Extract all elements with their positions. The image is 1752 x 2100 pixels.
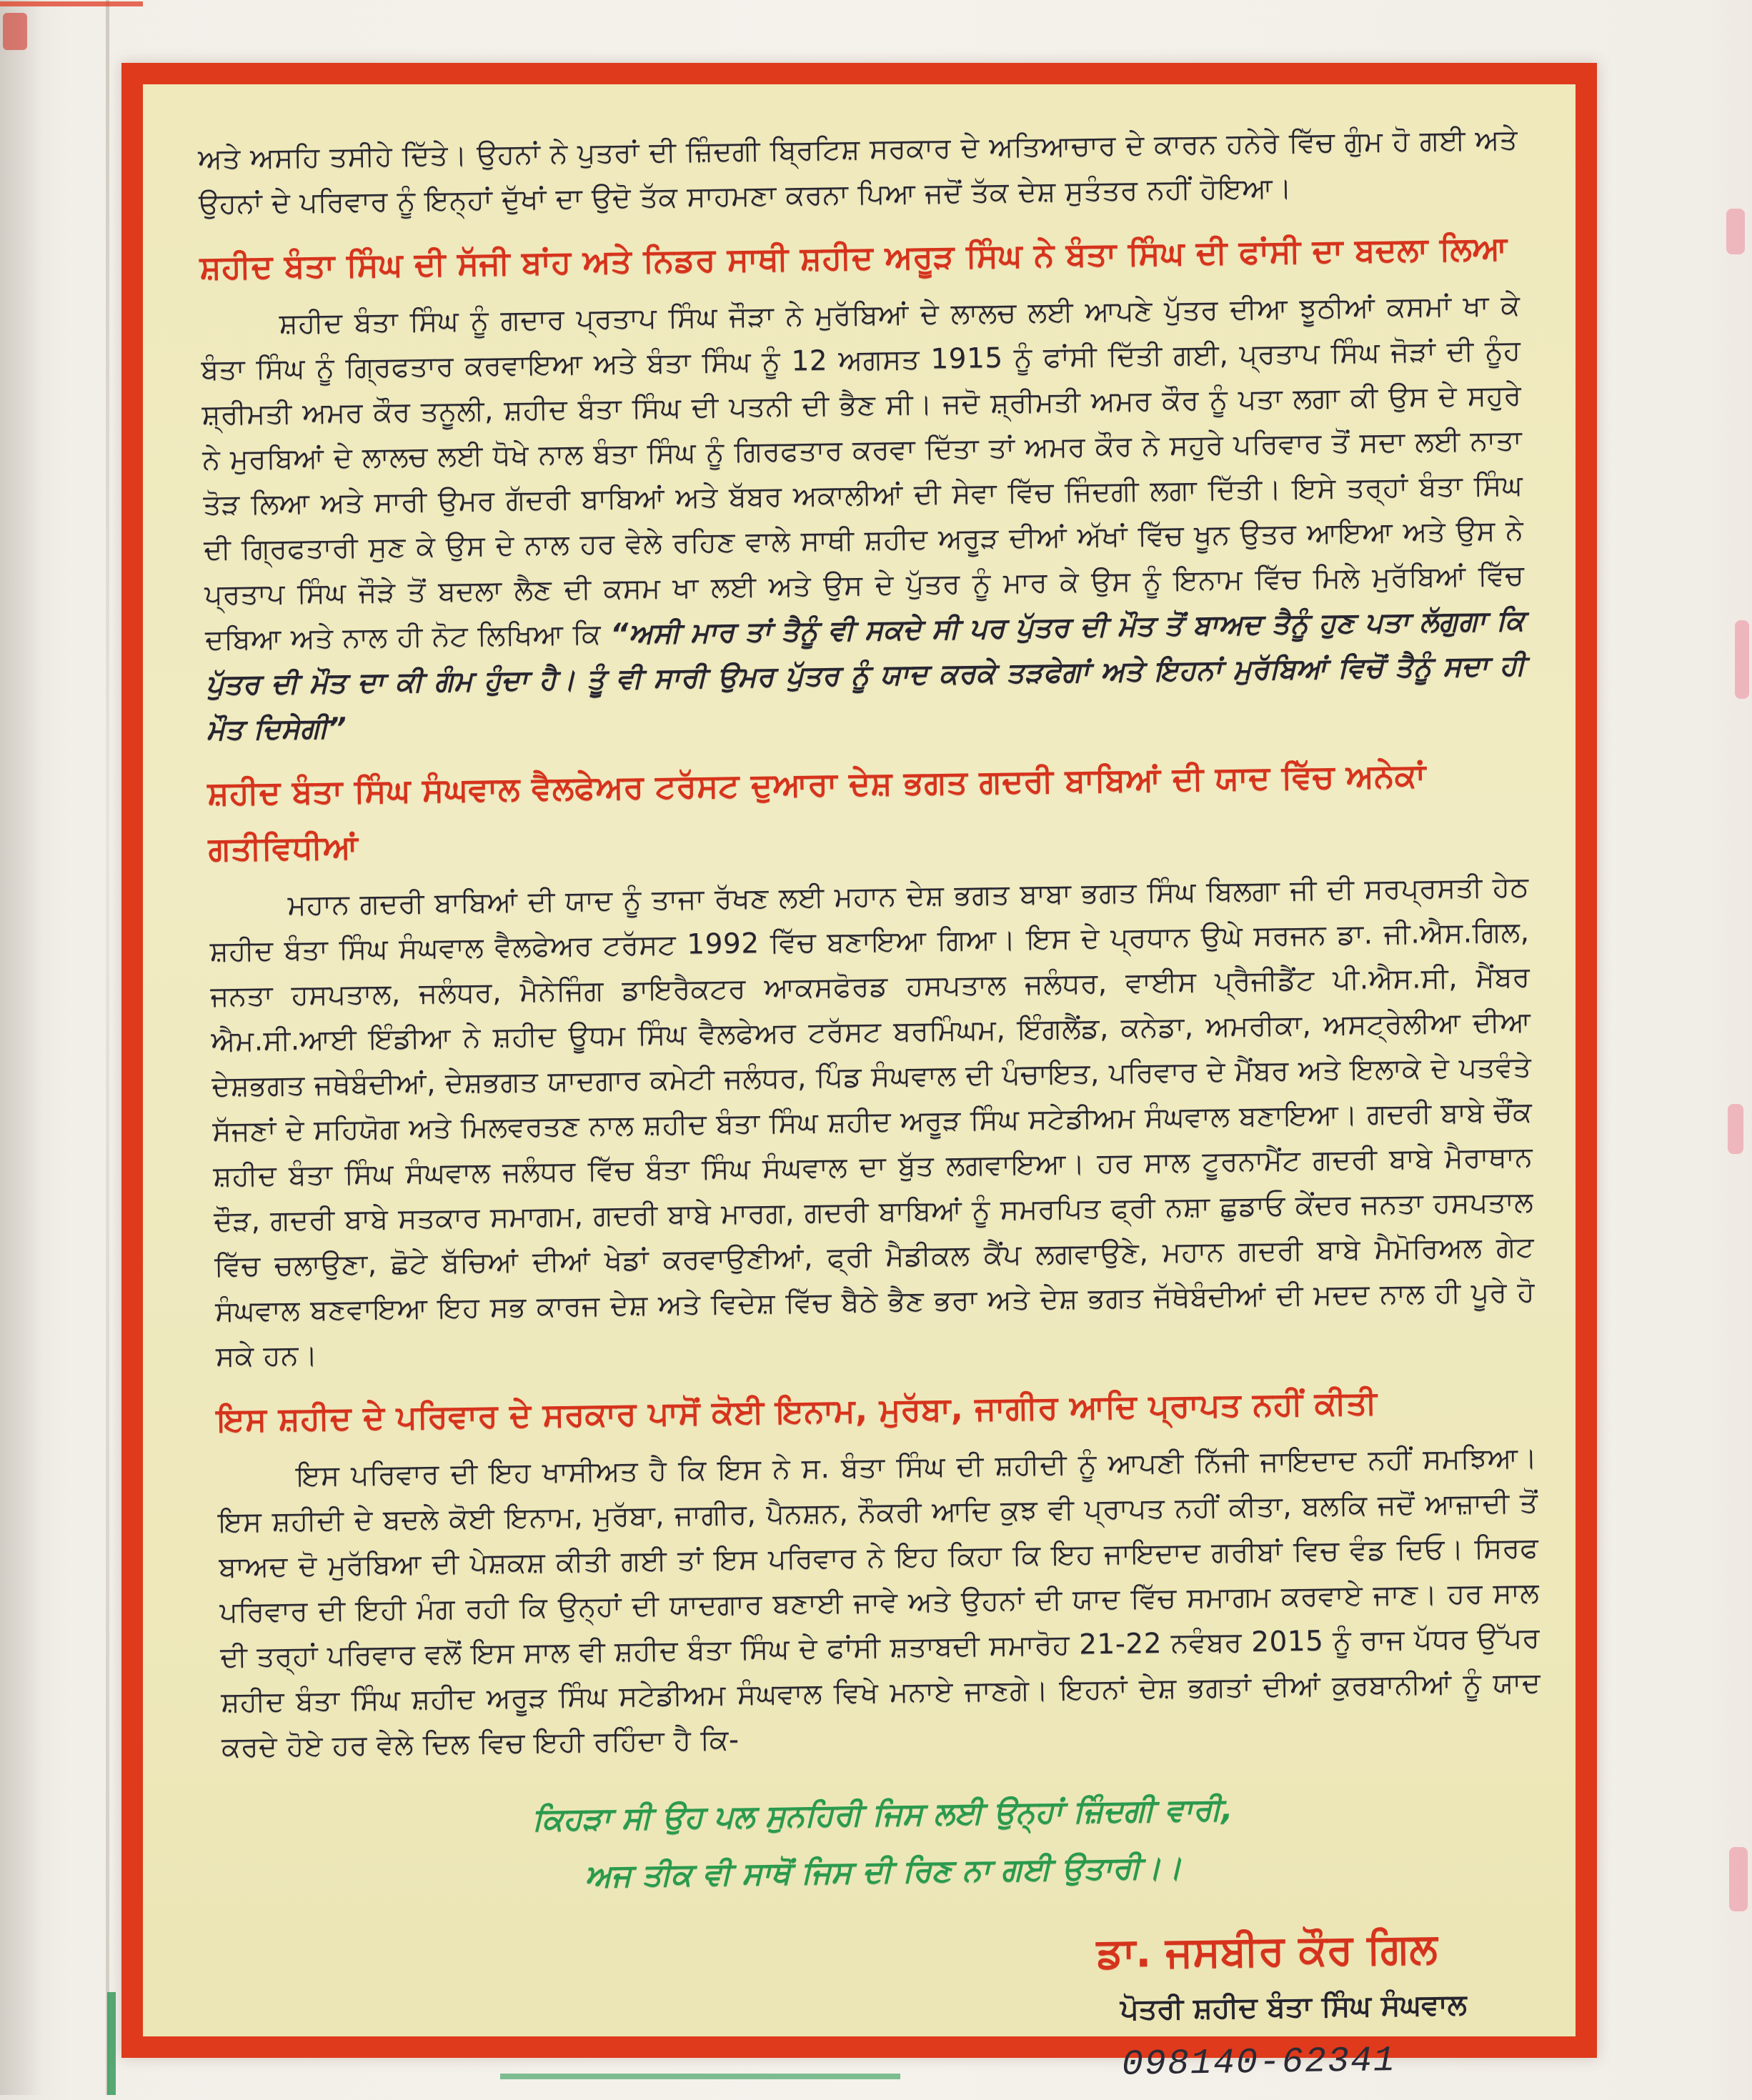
red-border-frame (121, 63, 1597, 2086)
pamphlet-content (131, 74, 1593, 2086)
intro-paragraph: ਅਤੇ ਅਸਹਿ ਤਸੀਹੇ ਦਿੱਤੇ। ਉਹਨਾਂ ਨੇ ਪੁਤਰਾਂ ਦੀ ਜ਼ਿੰਦਗੀ ਬ੍ਰਿਟਿਸ਼ ਸਰਕਾਰ ਦੇ ਅਤਿਆਚਾਰ ਦੇ ਕਾਰਨ ਹਨੇਰੇ ਵਿੱਚ ਗੁੰਮ ਹੋ ਗਈ ਅਤੇ ਉਹਨਾਂ ਦੇ ਪਰਿਵਾਰ ਨੂੰ ਇਨ੍ਹਾਂ ਦੁੱਖਾਂ ਦਾ ਉਦੋ ਤੱਕ ਸਾਹਮਣਾ ਕਰਨਾ ਪਿਆ ਜਦੋਂ ਤੱਕ ਦੇਸ਼ ਸੁਤੰਤਰ ਨਹੀਂ ਹੋਇਆ। (197, 124, 1518, 221)
scan-artifact-corner-mark (3, 13, 27, 50)
scan-artifact-top-streak (0, 1, 143, 6)
verse-line-1: ਕਿਹੜਾ ਸੀ ਉਹ ਪਲ ਸੁਨਹਿਰੀ ਜਿਸ ਲਈ ਉਨ੍ਹਾਂ ਜ਼ਿੰਦਗੀ ਵਾਰੀ, (532, 1791, 1233, 1838)
paragraph-plain-text: ਸ਼ਹੀਦ ਬੰਤਾ ਸਿੰਘ ਨੂੰ ਗਦਾਰ ਪ੍ਰਤਾਪ ਸਿੰਘ ਜੌੜਾ ਨੇ ਮੁਰੱਬਿਆਂ ਦੇ ਲਾਲਚ ਲਈ ਆਪਣੇ ਪੁੱਤਰ ਦੀਆ ਝੂਠੀਆਂ ਕਸਮਾਂ ਖਾ ਕੇ ਬੰਤਾ ਸਿੰਘ ਨੂੰ ਗ੍ਰਿਫਤਾਰ ਕਰਵਾਇਆ ਅਤੇ ਬੰਤਾ ਸਿੰਘ ਨੂੰ 12 ਅਗਸਤ 1915 ਨੂੰ ਫਾਂਸੀ ਦਿੱਤੀ ਗਈ, ਪ੍ਰਤਾਪ ਸਿੰਘ ਜੋੜਾਂ ਦੀ ਨੂੰਹ ਸ਼੍ਰੀਮਤੀ ਅਮਰ ਕੌਰ ਤਨੂਲੀ, ਸ਼ਹੀਦ ਬੰਤਾ ਸਿੰਘ ਦੀ ਪਤਨੀ ਦੀ ਭੈਣ ਸੀ। ਜਦੋ ਸ਼੍ਰੀਮਤੀ ਅਮਰ ਕੌਰ ਨੂੰ ਪਤਾ ਲਗਾ ਕੀ ਉਸ ਦੇ ਸਹੁਰੇ ਨੇ ਮੁਰਬਿਆਂ ਦੇ ਲਾਲਚ ਲਈ ਧੋਖੇ ਨਾਲ ਬੰਤਾ ਸਿੰਘ ਨੂੰ ਗਿਰਫਤਾਰ ਕਰਵਾ ਦਿੱਤਾ ਤਾਂ ਅਮਰ ਕੌਰ ਨੇ ਸਹੁਰੇ ਪਰਿਵਾਰ ਤੋਂ ਸਦਾ ਲਈ ਨਾਤਾ ਤੋੜ ਲਿਆ ਅਤੇ ਸਾਰੀ ਉਮਰ ਗੱਦਰੀ ਬਾਬਿਆਂ ਅਤੇ ਬੱਬਰ ਅਕਾਲੀਆਂ ਦੀ ਸੇਵਾ ਵਿੱਚ ਜਿੰਦਗੀ ਲਗਾ ਦਿੱਤੀ। ਇਸੇ ਤਰ੍ਹਾਂ ਬੰਤਾ ਸਿੰਘ ਦੀ ਗ੍ਰਿਫਤਾਰੀ ਸੁਣ ਕੇ ਉਸ ਦੇ ਨਾਲ ਹਰ ਵੇਲੇ ਰਹਿਣ ਵਾਲੇ ਸਾਥੀ ਸ਼ਹੀਦ ਅਰੂੜ ਦੀਆਂ ਅੱਖਾਂ ਵਿੱਚ ਖੂਨ ਉਤਰ ਆਇਆ ਅਤੇ ਉਸ ਨੇ ਪ੍ਰਤਾਪ ਸਿੰਘ ਜੌੜੇ ਤੋਂ ਬਦਲਾ ਲੈਣ ਦੀ ਕਸਮ ਖਾ ਲਈ ਅਤੇ ਉਸ ਦੇ ਪੁੱਤਰ ਨੂੰ ਮਾਰ ਕੇ ਉਸ ਨੂੰ ਇਨਾਮ ਵਿੱਚ ਮਿਲੇ ਮੁਰੱਬਿਆਂ ਵਿੱਚ ਦਬਿਆ ਅਤੇ ਨਾਲ ਹੀ ਨੋਟ ਲਿਖਿਆ ਕਿ (201, 289, 1525, 657)
scan-artifact-smudge (1728, 1104, 1743, 1154)
scan-artifact-smudge (1729, 1847, 1748, 1911)
inline-quote: “ਅਸੀ ਮਾਰ ਤਾਂ ਤੈਨੂੰ ਵੀ ਸਕਦੇ ਸੀ ਪਰ ਪੁੱਤਰ ਦੀ ਮੌਤ ਤੋਂ ਬਾਅਦ ਤੈਨੂੰ ਹੁਣ ਪਤਾ ਲੱਗੁਗਾ ਕਿ ਪੁੱਤਰ ਦੀ ਮੌਤ ਦਾ ਕੀ ਗੰਮ ਹੁੰਦਾ ਹੈ। ਤੂੰ ਵੀ ਸਾਰੀ ਉਮਰ ਪੁੱਤਰ ਨੂੰ ਯਾਦ ਕਰਕੇ ਤੜਫੇਗਾਂ ਅਤੇ ਇਹਨਾਂ ਮੁਰੱਬਿਆਂ ਵਿਚੋਂ ਤੈਨੂੰ ਸਦਾ ਹੀ ਮੌਤ ਦਿਸੇਗੀ” (205, 604, 1526, 747)
paper-crease-line (106, 0, 109, 2095)
section-heading-activities: ਸ਼ਹੀਦ ਬੰਤਾ ਸਿੰਘ ਸੰਘਵਾਲ ਵੈਲਫੇਅਰ ਟਰੱਸਟ ਦੁਆਰਾ ਦੇਸ਼ ਭਗਤ ਗਦਰੀ ਬਾਬਿਆਂ ਦੀ ਯਾਦ ਵਿੱਚ ਅਨੇਕਾਂ ਗਤੀਵਿਧੀਆਂ (207, 756, 1427, 868)
section-heading-no-reward: ਇਸ ਸ਼ਹੀਦ ਦੇ ਪਰਿਵਾਰ ਦੇ ਸਰਕਾਰ ਪਾਸੋਂ ਕੋਈ ਇਨਾਮ, ਮੁਰੱਬਾ, ਜਾਗੀਰ ਆਦਿ ਪ੍ਰਾਪਤ ਨਹੀਂ ਕੀਤੀ (216, 1383, 1378, 1439)
body-paragraph-no-reward: ਇਸ ਪਰਿਵਾਰ ਦੀ ਇਹ ਖਾਸੀਅਤ ਹੈ ਕਿ ਇਸ ਨੇ ਸ. ਬੰਤਾ ਸਿੰਘ ਦੀ ਸ਼ਹੀਦੀ ਨੂੰ ਆਪਣੀ ਨਿੱਜੀ ਜਾਇਦਾਦ ਨਹੀਂ ਸਮਝਿਆ। ਇਸ ਸ਼ਹੀਦੀ ਦੇ ਬਦਲੇ ਕੋਈ ਇਨਾਮ, ਮੁਰੱਬਾ, ਜਾਗੀਰ, ਪੈਨਸ਼ਨ, ਨੌਕਰੀ ਆਦਿ ਕੁਝ ਵੀ ਪ੍ਰਾਪਤ ਨਹੀਂ ਕੀਤਾ, ਬਲਕਿ ਜਦੋਂ ਆਜ਼ਾਦੀ ਤੋਂ ਬਾਅਦ ਦੋ ਮੁਰੱਬਿਆ ਦੀ ਪੇਸ਼ਕਸ਼ ਕੀਤੀ ਗਈ ਤਾਂ ਇਸ ਪਰਿਵਾਰ ਨੇ ਇਹ ਕਿਹਾ ਕਿ ਇਹ ਜਾਇਦਾਦ ਗਰੀਬਾਂ ਵਿਚ ਵੰਡ ਦਿਓ। ਸਿਰਫ ਪਰਿਵਾਰ ਦੀ ਇਹੀ ਮੰਗ ਰਹੀ ਕਿ ਉਨ੍ਹਾਂ ਦੀ ਯਾਦਗਾਰ ਬਣਾਈ ਜਾਵੇ ਅਤੇ ਉਹਨਾਂ ਦੀ ਯਾਦ ਵਿੱਚ ਸਮਾਗਮ ਕਰਵਾਏ ਜਾਣ। ਹਰ ਸਾਲ ਦੀ ਤਰ੍ਹਾਂ ਪਰਿਵਾਰ ਵਲੋਂ ਇਸ ਸਾਲ ਵੀ ਸ਼ਹੀਦ ਬੰਤਾ ਸਿੰਘ ਦੇ ਫਾਂਸੀ ਸ਼ਤਾਬਦੀ ਸਮਾਰੋਹ 21-22 ਨਵੰਬਰ 2015 ਨੂੰ ਰਾਜ ਪੱਧਰ ਉੱਪਰ ਸ਼ਹੀਦ ਬੰਤਾ ਸਿੰਘ ਸ਼ਹੀਦ ਅਰੂੜ ਸਿੰਘ ਸਟੇਡੀਅਮ ਸੰਘਵਾਲ ਵਿਖੇ ਮਨਾਏ ਜਾਣਗੇ। ਇਹਨਾਂ ਦੇਸ਼ ਭਗਤਾਂ ਦੀਆਂ ਕੁਰਬਾਨੀਆਂ ਨੂੰ ਯਾਦ ਕਰਦੇ ਹੋਏ ਹਰ ਵੇਲੇ ਦਿਲ ਵਿਚ ਇਹੀ ਰਹਿੰਦਾ ਹੈ ਕਿ- (218, 1442, 1541, 1764)
signature-role: ਪੋਤਰੀ ਸ਼ਹੀਦ ਬੰਤਾ ਸਿੰਘ ਸੰਘਵਾਲ (1120, 1988, 1468, 2026)
paper-edge-shadow (0, 0, 43, 2095)
signature-name: ਡਾ. ਜਸਬੀਰ ਕੌਰ ਗਿਲ (1096, 1924, 1438, 1978)
verse-line-2: ਅਜ ਤੀਕ ਵੀ ਸਾਥੋਂ ਜਿਸ ਦੀ ਰਿਣ ਨਾ ਗਈ ਉਤਾਰੀ।। (584, 1849, 1183, 1894)
body-paragraph-revenge (200, 283, 1526, 752)
scan-artifact-green-line-left (107, 1992, 116, 2095)
body-paragraph-activities: ਮਹਾਨ ਗਦਰੀ ਬਾਬਿਆਂ ਦੀ ਯਾਦ ਨੂੰ ਤਾਜਾ ਰੱਖਣ ਲਈ ਮਹਾਨ ਦੇਸ਼ ਭਗਤ ਬਾਬਾ ਭਗਤ ਸਿੰਘ ਬਿਲਗਾ ਜੀ ਦੀ ਸਰਪ੍ਰਸਤੀ ਹੇਠ ਸ਼ਹੀਦ ਬੰਤਾ ਸਿੰਘ ਸੰਘਵਾਲ ਵੈਲਫੇਅਰ ਟਰੱਸਟ 1992 ਵਿੱਚ ਬਣਾਇਆ ਗਿਆ। ਇਸ ਦੇ ਪ੍ਰਧਾਨ ਉਘੇ ਸਰਜਨ ਡਾ. ਜੀ.ਐਸ.ਗਿਲ, ਜਨਤਾ ਹਸਪਤਾਲ, ਜਲੰਧਰ, ਮੈਨੇਜਿੰਗ ਡਾਇਰੈਕਟਰ ਆਕਸਫੋਰਡ ਹਸਪਤਾਲ ਜਲੰਧਰ, ਵਾਈਸ ਪ੍ਰੈਜੀਡੈਂਟ ਪੀ.ਐਸ.ਸੀ, ਮੈਂਬਰ ਐਮ.ਸੀ.ਆਈ ਇੰਡੀਆ ਨੇ ਸ਼ਹੀਦ ਊਧਮ ਸਿੰਘ ਵੈਲਫੇਅਰ ਟਰੱਸਟ ਬਰਮਿੰਘਮ, ਇੰਗਲੈਂਡ, ਕਨੇਡਾ, ਅਮਰੀਕਾ, ਅਸਟ੍ਰੇਲੀਆ ਦੀਆ ਦੇਸ਼ਭਗਤ ਜਥੇਬੰਦੀਆਂ, ਦੇਸ਼ਭਗਤ ਯਾਦਗਾਰ ਕਮੇਟੀ ਜਲੰਧਰ, ਪਿੰਡ ਸੰਘਵਾਲ ਦੀ ਪੰਚਾਇਤ, ਪਰਿਵਾਰ ਦੇ ਮੈਂਬਰ ਅਤੇ ਇਲਾਕੇ ਦੇ ਪਤਵੰਤੇ ਸੱਜਣਾਂ ਦੇ ਸਹਿਯੋਗ ਅਤੇ ਮਿਲਵਰਤਣ ਨਾਲ ਸ਼ਹੀਦ ਬੰਤਾ ਸਿੰਘ ਸ਼ਹੀਦ ਅਰੂੜ ਸਿੰਘ ਸਟੇਡੀਅਮ ਸੰਘਵਾਲ ਬਣਾਇਆ। ਗਦਰੀ ਬਾਬੇ ਚੌਂਕ ਸ਼ਹੀਦ ਬੰਤਾ ਸਿੰਘ ਸੰਘਵਾਲ ਜਲੰਧਰ ਵਿੱਚ ਬੰਤਾ ਸਿੰਘ ਸੰਘਵਾਲ ਦਾ ਬੁੱਤ ਲਗਵਾਇਆ। ਹਰ ਸਾਲ ਟੂਰਨਾਮੈਂਟ ਗਦਰੀ ਬਾਬੇ ਮੈਰਾਥਾਨ ਦੌੜ, ਗਦਰੀ ਬਾਬੇ ਸਤਕਾਰ ਸਮਾਗਮ, ਗਦਰੀ ਬਾਬੇ ਮਾਰਗ, ਗਦਰੀ ਬਾਬਿਆਂ ਨੂੰ ਸਮਰਪਿਤ ਫ੍ਰੀ ਨਸ਼ਾ ਛੁਡਾਓ ਕੇਂਦਰ ਜਨਤਾ ਹਸਪਤਾਲ ਵਿੱਚ ਚਲਾਉਣਾ, ਛੋਟੇ ਬੱਚਿਆਂ ਦੀਆਂ ਖੇਡਾਂ ਕਰਵਾਉਣੀਆਂ, ਫ੍ਰੀ ਮੈਡੀਕਲ ਕੈਂਪ ਲਗਵਾਉਣੇ, ਮਹਾਨ ਗਦਰੀ ਬਾਬੇ ਮੈਮੋਰਿਅਲ ਗੇਟ ਸੰਘਵਾਲ ਬਣਵਾਇਆ ਇਹ ਸਭ ਕਾਰਜ ਦੇਸ਼ ਅਤੇ ਵਿਦੇਸ਼ ਵਿੱਚ ਬੈਠੇ ਭੈਣ ਭਰਾ ਅਤੇ ਦੇਸ਼ ਭਗਤ ਜੱਥੇਬੰਦੀਆਂ ਦੀ ਮਦਦ ਨਾਲ ਹੀ ਪੂਰੇ ਹੋ ਸਕੇ ਹਨ। (209, 871, 1536, 1373)
section-heading-revenge: ਸ਼ਹੀਦ ਬੰਤਾ ਸਿੰਘ ਦੀ ਸੱਜੀ ਬਾਂਹ ਅਤੇ ਨਿਡਰ ਸਾਥੀ ਸ਼ਹੀਦ ਅਰੂੜ ਸਿੰਘ ਨੇ ਬੰਤਾ ਸਿੰਘ ਦੀ ਫਾਂਸੀ ਦਾ ਬਦਲਾ ਲਿਆ (199, 229, 1508, 287)
phone-number: 098140-62341 (1121, 2041, 1397, 2086)
scan-artifact-smudge (1735, 620, 1749, 699)
scan-artifact-smudge (1726, 209, 1745, 254)
verse-couplet (222, 1776, 1543, 1910)
